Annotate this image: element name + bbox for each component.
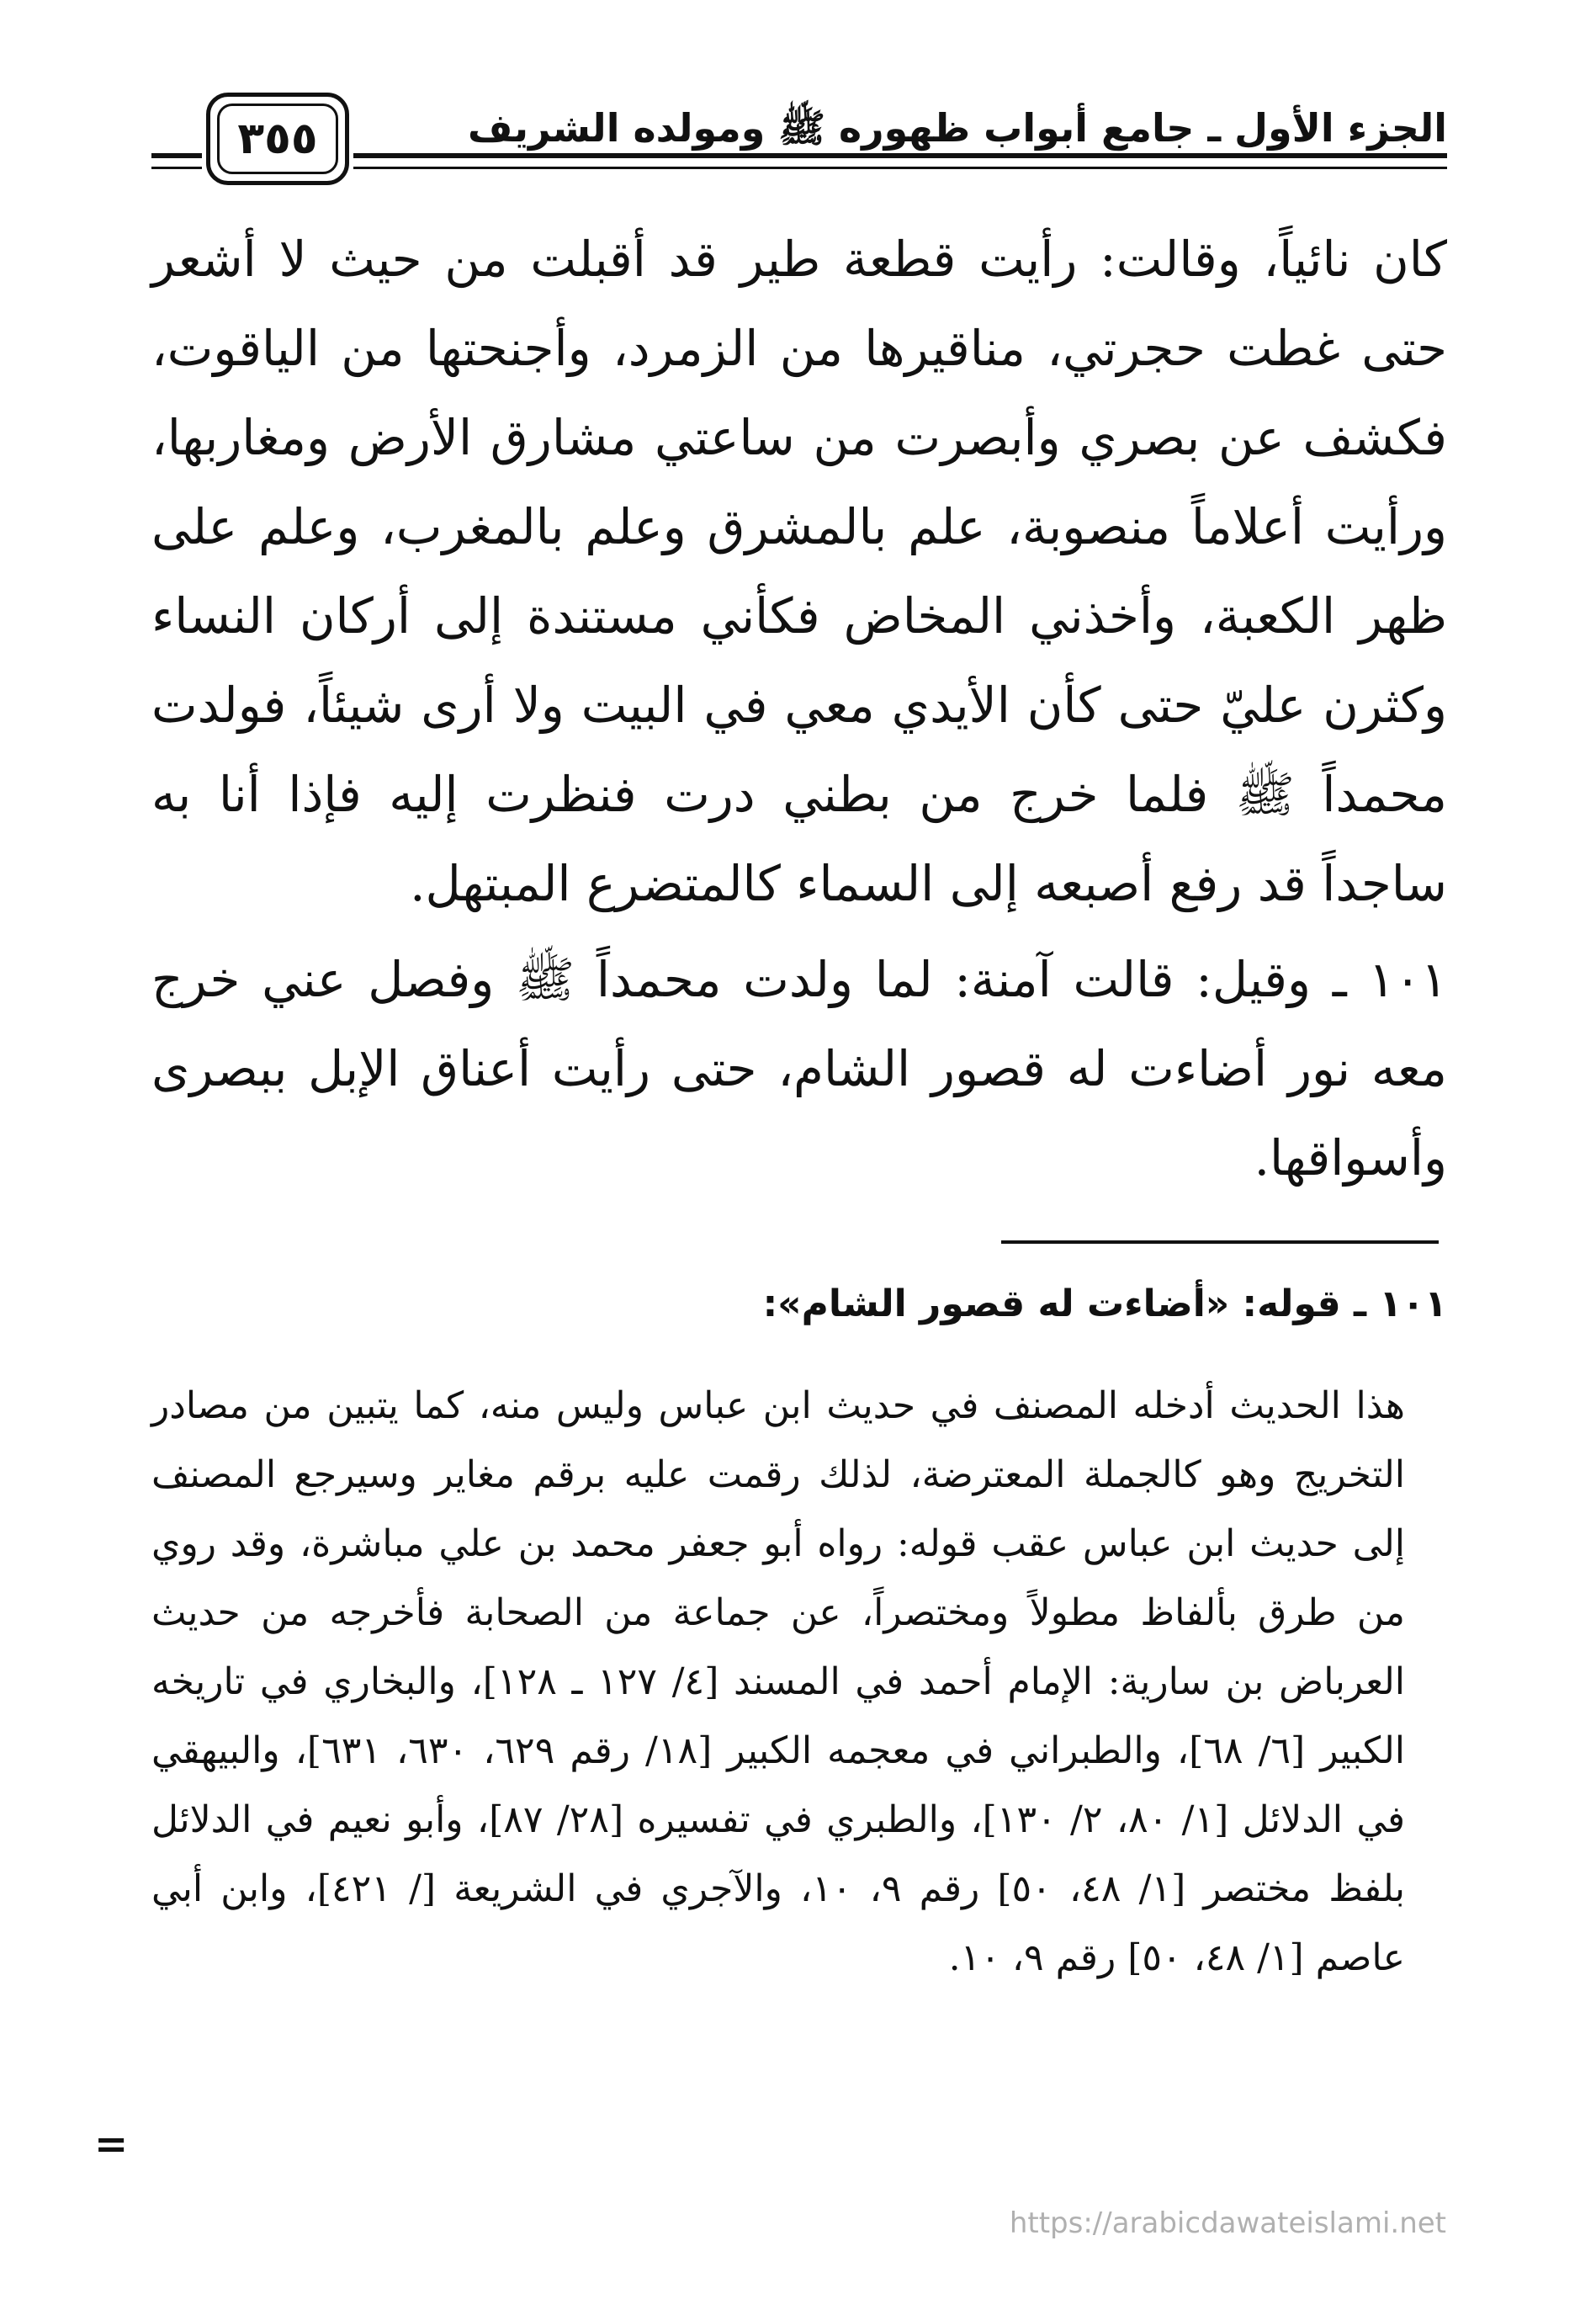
running-header	[151, 93, 1447, 194]
footnote-separator	[1001, 1240, 1439, 1244]
page-number-frame	[206, 93, 349, 185]
header-rule-right	[353, 153, 1447, 158]
header-rule-right-thin	[353, 167, 1447, 169]
main-paragraph: كان نائياً، وقالت: رأيت قطعة طير قد أقبلت من حيث لا أشعر حتى غطت حجرتي، مناقيرها من الزمرد، وأجنحتها من الياقوت، فكشف عن بصري وأبصرت من ساعتي مشارق الأرض ومغاربها، ورأيت أعلاماً منصوبة، علم بالمشرق وعلم بالمغرب، وعلم على ظهر الكعبة، وأخذني المخاض فكأني مستندة إلى أركان النساء وكثرن عليّ حتى كأن الأيدي معي في البيت ولا أرى شيئاً، فولدت محمداً ﷺ فلما خرج من بطني درت فنظرت إليه فإذا أنا به ساجداً قد رفع أصبعه إلى السماء كالمتضرع المبتهل.	[151, 231, 1447, 912]
watermark-url: https://arabicdawateislami.net	[1009, 2206, 1446, 2240]
footnote-text	[151, 1372, 1405, 1993]
footnote-paragraph: هذا الحديث أدخله المصنف في حديث ابن عباس وليس منه، كما يتبين من مصادر التخريج وهو كالجملة المعترضة، لذلك رقمت عليه برقم مغاير وسيرجع المصنف إلى حديث ابن عباس عقب قوله: رواه أبو جعفر محمد بن علي مباشرة، وقد روي من طرق بألفاظ مطولاً ومختصراً، عن جماعة من الصحابة فأخرجه من حديث العرباض بن سارية: الإمام أحمد في المسند [٤/ ١٢٧ ـ ١٢٨]، والبخاري في تاريخه الكبير [٦/ ٦٨]، والطبراني في معجمه الكبير [١٨/ رقم ٦٢٩، ٦٣٠، ٦٣١]، والبيهقي في الدلائل [١/ ٨٠، ٢/ ١٣٠]، والطبري في تفسيره [٢٨/ ٨٧]، وأبو نعيم في الدلائل بلفظ مختصر [١/ ٤٨، ٥٠] رقم ٩، ١٠، والآجري في الشريعة [/ ٤٢١]، وابن أبي عاصم [١/ ٤٨، ٥٠] رقم ٩، ١٠.	[151, 1384, 1406, 1979]
header-rule-left-thin	[151, 167, 202, 169]
header-title: الجزء الأول ـ جامع أبواب ظهوره ﷺ ومولده الشريف	[467, 105, 1447, 151]
footnote-heading: ١٠١ ـ قوله: «أضاءت له قصور الشام»:	[762, 1282, 1447, 1325]
main-text	[151, 215, 1447, 1203]
header-rule-left	[151, 153, 202, 158]
page-number: ٣٥٥	[217, 104, 338, 174]
main-paragraph: ١٠١ ـ وقيل: قالت آمنة: لما ولدت محمداً ﷺ وفصل عني خرج معه نور أضاءت له قصور الشام، حتى رأيت أعناق الإبل ببصرى وأسواقها.	[151, 951, 1447, 1187]
continuation-mark: =	[94, 2121, 129, 2168]
